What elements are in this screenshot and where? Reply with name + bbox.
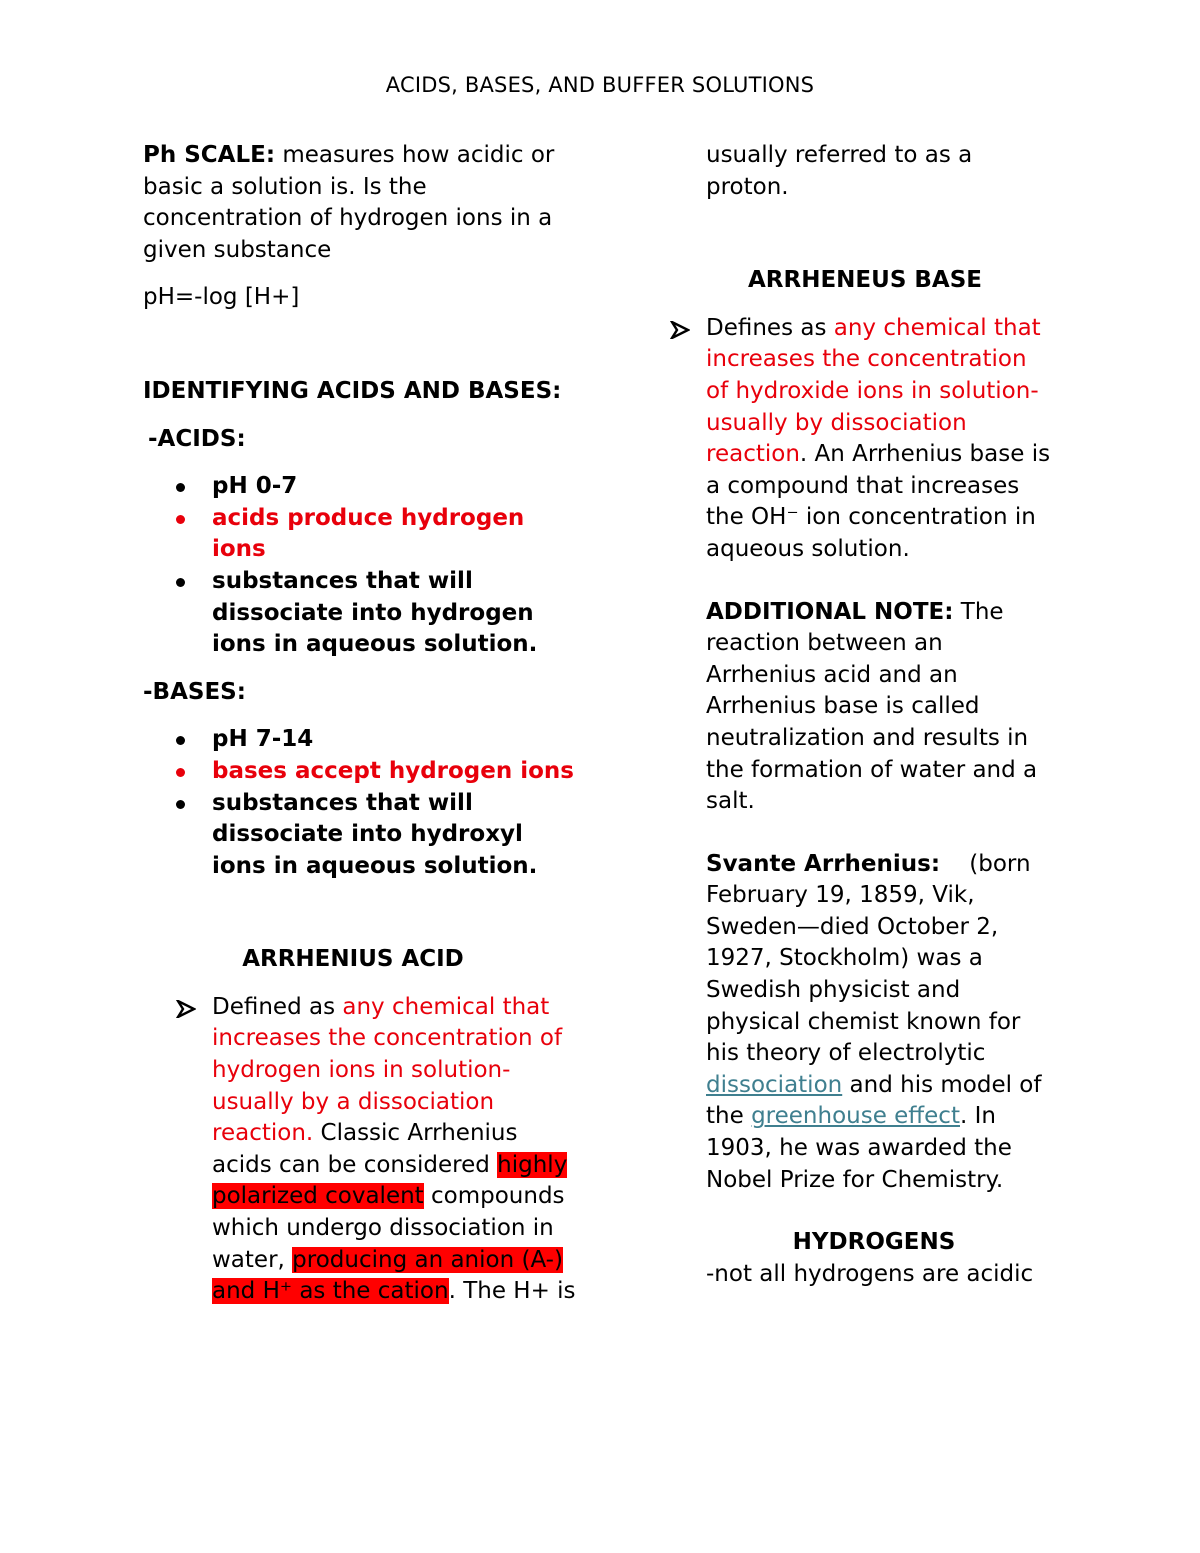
bases-label: -BASES: xyxy=(143,678,246,705)
arrhenius-base-definition xyxy=(669,313,1056,566)
bases-list xyxy=(143,724,583,882)
acids-list xyxy=(143,471,583,661)
identifying-heading: IDENTIFYING ACIDS AND BASES: xyxy=(143,377,562,404)
arrhenius-acid-heading: ARRHENIUS ACID xyxy=(242,946,464,973)
base-def-red: any chemical that increases the concentration of hydroxide ions in solution- usually by dissociation reaction xyxy=(706,314,1041,468)
base-def-text-1: Defines as xyxy=(706,314,834,341)
ph-scale-text: measures how acidic or basic a solution is. Is the concentration of hydrogen ions in a given substance xyxy=(143,142,555,263)
list-item: pH 0-7 xyxy=(143,471,583,503)
arrow-bullet-icon xyxy=(176,1000,196,1018)
additional-note-text: The reaction between an Arrhenius acid and an Arrhenius base is called neutralization and results in the formation of water and a salt. xyxy=(706,598,1038,815)
svante-paragraph xyxy=(706,849,1051,1197)
acid-def-text-5: compounds which undergo dissociation in water, xyxy=(212,1183,565,1273)
svante-text-2: and his model of the xyxy=(706,1071,1049,1130)
additional-note-paragraph xyxy=(706,597,1046,818)
svante-label: Svante Arrhenius: xyxy=(706,850,941,877)
acid-def-highlight-2: producing an anion (A-) and H⁺ as the cation xyxy=(212,1246,563,1305)
greenhouse-effect-link[interactable]: greenhouse effect xyxy=(751,1103,960,1130)
additional-note-label: ADDITIONAL NOTE: xyxy=(706,598,954,625)
acid-def-red: any chemical that increases the concentration of hydrogen ions in solution- usually by a dissociation reaction. xyxy=(212,993,563,1147)
ph-formula: pH=-log [H+] xyxy=(143,284,300,311)
svante-text-3: . In 1903, he was awarded the Nobel Prize for Chemistry. xyxy=(706,1103,1020,1193)
ph-scale-paragraph xyxy=(143,140,583,266)
svante-text-1: (born February 19, 1859, Vik, Sweden—died October 2, 1927, Stockholm) was a Swedish physicist and physical chemist known for his theory of electrolytic xyxy=(706,850,1038,1067)
acid-def-text-3: Classic Arrhenius acids can be considered xyxy=(212,1120,518,1178)
arrow-bullet-icon xyxy=(670,321,690,339)
list-item: pH 7-14 xyxy=(143,724,583,756)
document-title: ACIDS, BASES, AND BUFFER SOLUTIONS xyxy=(385,73,815,97)
list-item: acids produce hydrogen ions xyxy=(143,503,583,566)
acid-def-text-7: . The H+ is xyxy=(448,1278,576,1305)
hydrogens-text: -not all hydrogens are acidic xyxy=(706,1260,1034,1287)
acids-label: -ACIDS: xyxy=(148,425,246,452)
arrhenius-base-heading: ARRHENEUS BASE xyxy=(748,267,982,294)
list-item: bases accept hydrogen ions xyxy=(143,756,583,788)
acid-def-text-1: Defined as xyxy=(212,993,343,1020)
arrhenius-acid-definition xyxy=(143,992,583,1308)
right-column xyxy=(706,140,1086,1290)
base-def-text-3: . An Arrhenius base is a compound that increases the OH⁻ ion concentration in aqueous solution. xyxy=(706,441,1051,562)
acid-def-continuation: usually referred to as a proton. xyxy=(706,142,973,200)
list-item: substances that will dissociate into hydroxyl ions in aqueous solution. xyxy=(143,788,583,883)
list-item: substances that will dissociate into hydrogen ions in aqueous solution. xyxy=(143,566,583,661)
acid-def-highlight-1: highly polarized covalent xyxy=(212,1151,568,1210)
ph-scale-label: Ph SCALE: xyxy=(143,142,276,168)
left-column xyxy=(143,140,583,1308)
dissociation-link[interactable]: dissociation xyxy=(706,1071,843,1098)
hydrogens-heading: HYDROGENS xyxy=(792,1229,956,1256)
